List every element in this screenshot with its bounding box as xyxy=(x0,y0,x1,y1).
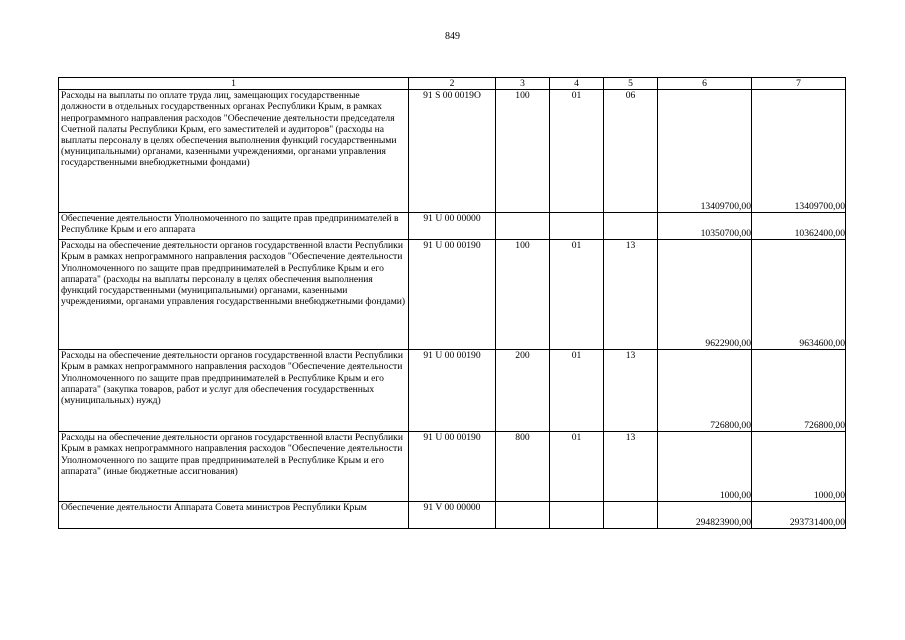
column-header-3: 3 xyxy=(496,78,550,90)
row-subsection xyxy=(604,213,658,240)
row-section: 01 xyxy=(550,90,604,213)
row-amount-col6: 9622900,00 xyxy=(658,240,752,350)
row-code: 91 U 00 00000 xyxy=(409,213,496,240)
table-header-row xyxy=(59,78,846,90)
row-amount-col6: 10350700,00 xyxy=(658,213,752,240)
table-row xyxy=(59,90,846,213)
row-code: 91 S 00 0019О xyxy=(409,90,496,213)
row-expense-type xyxy=(496,502,550,529)
row-subsection: 13 xyxy=(604,432,658,502)
table-row xyxy=(59,240,846,350)
column-header-7: 7 xyxy=(752,78,846,90)
row-amount-col6: 13409700,00 xyxy=(658,90,752,213)
column-header-6: 6 xyxy=(658,78,752,90)
row-code: 91 U 00 00190 xyxy=(409,432,496,502)
row-subsection: 06 xyxy=(604,90,658,213)
row-expense-type: 100 xyxy=(496,240,550,350)
row-amount-col6: 1000,00 xyxy=(658,432,752,502)
table-row xyxy=(59,350,846,432)
row-description: Обеспечение деятельности Аппарата Совета министров Республики Крым xyxy=(59,502,409,529)
budget-table xyxy=(58,77,846,529)
table-row xyxy=(59,432,846,502)
row-description: Расходы на обеспечение деятельности органов государственной власти Республики Крым в рамках непрограммного направления расходов "Обеспечение деятельности Уполномоченного по защите прав предпринимателей в Республике Крым и его аппарата" (иные бюджетные ассигнования) xyxy=(59,432,409,502)
row-code: 91 U 00 00190 xyxy=(409,350,496,432)
row-expense-type: 200 xyxy=(496,350,550,432)
page-number: 849 xyxy=(445,31,460,42)
row-amount-col7: 293731400,00 xyxy=(752,502,846,529)
row-section: 01 xyxy=(550,350,604,432)
row-amount-col7: 726800,00 xyxy=(752,350,846,432)
row-expense-type xyxy=(496,213,550,240)
row-section xyxy=(550,502,604,529)
row-code: 91 U 00 00190 xyxy=(409,240,496,350)
row-section xyxy=(550,213,604,240)
row-amount-col7: 10362400,00 xyxy=(752,213,846,240)
table-row xyxy=(59,502,846,529)
row-amount-col6: 726800,00 xyxy=(658,350,752,432)
row-subsection: 13 xyxy=(604,240,658,350)
row-section: 01 xyxy=(550,432,604,502)
row-expense-type: 800 xyxy=(496,432,550,502)
column-header-5: 5 xyxy=(604,78,658,90)
table-row xyxy=(59,213,846,240)
row-subsection xyxy=(604,502,658,529)
column-header-4: 4 xyxy=(550,78,604,90)
row-description: Расходы на обеспечение деятельности органов государственной власти Республики Крым в рамках непрограммного направления расходов "Обеспечение деятельности Уполномоченного по защите прав предпринимателей в Республике Крым и его аппарата" (расходы на выплаты персоналу в целях обеспечения выполнения функций государственными (муниципальными) органами, казенными учреждениями, органами управления государственными внебюджетными фондами) xyxy=(59,240,409,350)
row-description: Обеспечение деятельности Уполномоченного по защите прав предпринимателей в Республике Крым и его аппарата xyxy=(59,213,409,240)
row-amount-col6: 294823900,00 xyxy=(658,502,752,529)
row-description: Расходы на выплаты по оплате труда лиц, замещающих государственные должности в отдельных государственных органах Республики Крым, в рамках непрограммного направления расходов "Обеспечение деятельности председателя Счетной палаты Республики Крым, его заместителей и аудиторов" (расходы на выплаты персоналу в целях обеспечения выполнения функций государственными (муниципальными) органами, казенными учреждениями, органами управления государственными внебюджетными фондами) xyxy=(59,90,409,213)
row-subsection: 13 xyxy=(604,350,658,432)
row-code: 91 V 00 00000 xyxy=(409,502,496,529)
row-amount-col7: 1000,00 xyxy=(752,432,846,502)
row-section: 01 xyxy=(550,240,604,350)
row-amount-col7: 9634600,00 xyxy=(752,240,846,350)
row-amount-col7: 13409700,00 xyxy=(752,90,846,213)
column-header-1: 1 xyxy=(59,78,409,90)
row-description: Расходы на обеспечение деятельности органов государственной власти Республики Крым в рамках непрограммного направления расходов "Обеспечение деятельности Уполномоченного по защите прав предпринимателей в Республике Крым и его аппарата" (закупка товаров, работ и услуг для обеспечения государственных (муниципальных) нужд) xyxy=(59,350,409,432)
column-header-2: 2 xyxy=(409,78,496,90)
row-expense-type: 100 xyxy=(496,90,550,213)
